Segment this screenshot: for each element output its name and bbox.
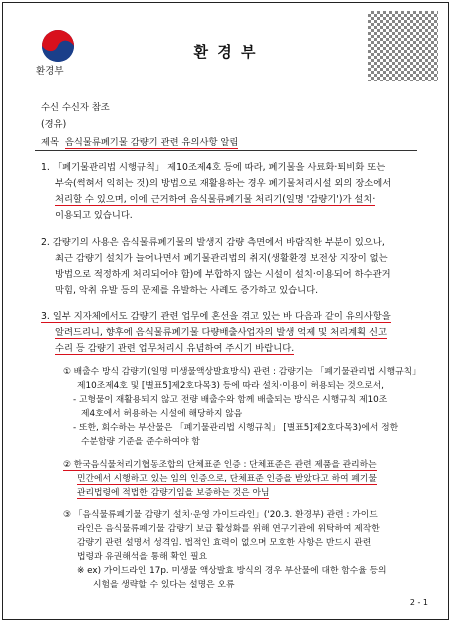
s1-line: 제4호에서 허용하는 시설에 해당하지 않음 — [81, 409, 243, 419]
section-2 — [63, 458, 421, 500]
section-3 — [63, 508, 421, 592]
s1-line: 제10조제4호 및 [별표5]제2호다목3) 등에 따라 설치·이용이 허용되는 것으로서, — [77, 381, 384, 391]
s1-line: ① 배출수 방식 감량기(일명 미생물액상발효방식) 관련 : 감량기는 「폐기물관리법 시행규칙」 — [63, 367, 421, 377]
p2-line: 2. 감량기의 사용은 음식물류폐기물의 발생지 감량 측면에서 바람직한 부분이 있으나, — [41, 237, 385, 248]
p3-line — [41, 325, 421, 341]
document-title: 환 경 부 — [193, 43, 258, 61]
paragraph-2 — [41, 235, 421, 299]
s2-line — [63, 486, 421, 500]
s2-line-highlight: 민간에서 시행하고 있는 임의 인증으로, 단체표준 인증을 받았다고 하여 폐기물 — [77, 474, 377, 484]
s3-line: 법령과 유권해석을 통해 확인 필요 — [77, 552, 208, 562]
p3-line-highlight: 3. 일부 지자체에서도 감량기 관련 업무에 혼선을 겪고 있는 바 다음과 같이 유의사항을 — [41, 311, 391, 322]
p3-line — [41, 309, 421, 325]
s2-line-highlight: 관리법령에 적법한 감량기임을 보증하는 것은 아님 — [77, 488, 270, 498]
s3-line: ※ ex) 가이드라인 17p. 미생물 액상발효 방식의 경우 부산물에 대한 함수율 등의 — [77, 566, 387, 576]
recipient-line: 수신 수신자 참조 — [41, 102, 110, 113]
section-1 — [63, 365, 421, 449]
p1-line — [41, 192, 421, 208]
p2-line: 막힘, 악취 유발 등의 문제를 유발하는 사례도 증가하고 있습니다. — [55, 285, 319, 296]
s1-line: - 고형물이 재활용되지 않고 전량 배출수와 함께 배출되는 방식은 시행규칙 제10조 — [73, 395, 388, 405]
subject-label: 제목 — [41, 137, 59, 148]
s3-line: 감량기 관련 설명서 성격임. 법적인 효력이 없으며 모호한 사항은 반드시 관련 — [77, 538, 372, 548]
s3-line: 라인은 음식물류폐기물 감량기 보급 활성화를 위해 연구기관에 위탁하여 제작한 — [77, 524, 380, 534]
s2-line — [63, 458, 421, 472]
qr-code-icon — [368, 11, 438, 81]
s2-line-highlight: ② 한국음식물처리기협동조합의 단체표준 인증 : 단체표준은 관련 제품을 관리하는 — [63, 460, 377, 470]
document-page — [2, 2, 449, 620]
divider — [35, 150, 417, 151]
p2-line: 최근 감량기 설치가 늘어나면서 폐기물관리법의 취지(생활환경 보전상 지장이 없는 — [55, 253, 388, 264]
subject-line — [41, 134, 238, 148]
p1-line: 부숙(썩혀서 익히는 것)의 방법으로 재활용하는 경우 폐기물처리시설 외의 장소에서 — [55, 178, 392, 189]
p2-line: 방법으로 적정하게 처리되어야 함)에 부합하지 않는 시설이 설치·이용되어 하수관거 — [55, 269, 391, 280]
s3-line: ③ 「음식물류폐기물 감량기 설치·운영 가이드라인」('20.3. 환경부) 관련 : 가이드 — [63, 510, 378, 520]
p1-line: 이용되고 있습니다. — [55, 210, 133, 221]
s1-line: - 또한, 회수하는 부산물은 「폐기물관리법 시행규칙」 [별표5]제2호다목3)에서 정한 — [73, 423, 399, 433]
s1-line: 수분함량 기준을 준수하여야 함 — [81, 437, 200, 447]
s2-line — [63, 472, 421, 486]
p3-line — [41, 341, 421, 357]
p1-line-highlight: 처리할 수 있으며, 이에 근거하여 음식물류폐기물 처리기(일명 '감량기')가 설치· — [55, 194, 376, 205]
p3-line-highlight: 알려드리니, 향후에 음식물류폐기물 다량배출사업자의 발생 억제 및 처리계획 신고 — [55, 327, 387, 338]
subject-text: 음식물류폐기물 감량기 관련 유의사항 알림 — [64, 137, 239, 148]
paragraph-3 — [41, 309, 421, 357]
p3-line-highlight: 수리 등 감량기 관련 업무처리시 유념하여 주시기 바랍니다. — [55, 343, 295, 354]
s3-line: 시험을 생략할 수 있다는 설명은 오류 — [93, 580, 235, 590]
p1-line: 1. 「폐기물관리법 시행규칙」 제10조제4호 등에 따라, 폐기물을 사료화·퇴비화 또는 — [41, 162, 386, 173]
via-line: (경유) — [41, 119, 67, 130]
agency-name: 환경부 — [36, 66, 64, 77]
page-number: 2 - 1 — [409, 598, 428, 607]
paragraph-1 — [41, 160, 421, 224]
